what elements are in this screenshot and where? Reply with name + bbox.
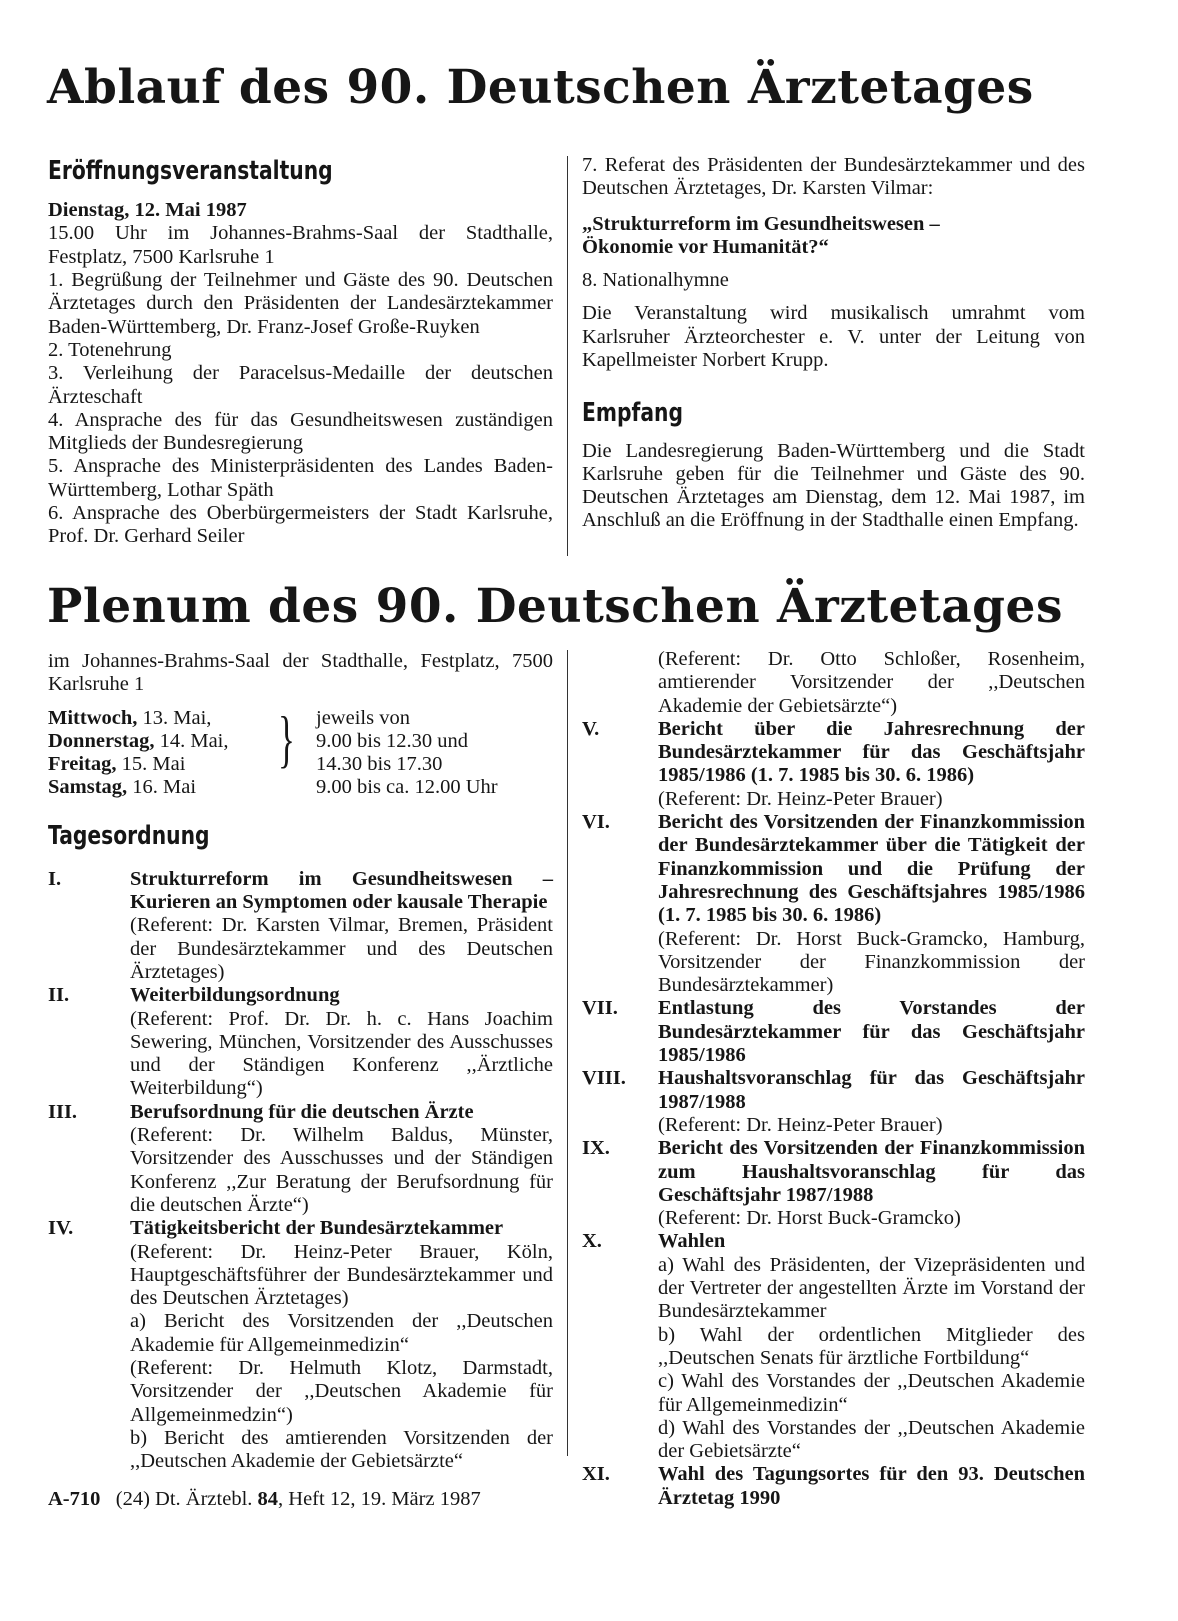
list-item: [582, 1067, 1085, 1137]
eroeffnung-section: [48, 156, 553, 549]
citation-pre: (24) Dt. Ärztebl.: [115, 1488, 258, 1510]
item-title: Bericht des Vorsitzenden der Finanzkommission zum Haushaltsvoranschlag für das Geschäftsjahr 1987/1988: [658, 1137, 1085, 1206]
sub-item-ref: (Referent: Dr. Otto Schloßer, Rosenheim, amtierender Vorsitzender der ,,Deutschen Akademie der Gebietsärzte“): [658, 648, 1085, 717]
schedule-time: 9.00 bis 12.30 und: [316, 729, 469, 752]
item-number: IV.: [48, 1217, 74, 1240]
list-item: [582, 1137, 1085, 1230]
item-ref: (Referent: Dr. Wilhelm Baldus, Münster, Vorsitzender des Ausschusses und der Ständigen Konferenz ,,Zur Beratung der Berufsordnung für die deutschen Ärzte“): [130, 1124, 553, 1216]
item-title: Bericht des Vorsitzenden der Finanzkommission der Bundesärztekammer über die Tätigkeit der Finanzkommission und die Prüfung der Jahresrechnung des Geschäftsjahres 1985/1986 (1. 7. 1985 bis 30. 6. 1986): [658, 811, 1085, 927]
item-title: Entlastung des Vorstandes der Bundesärztekammer für das Geschäftsjahr 1985/1986: [658, 997, 1085, 1067]
schedule-time: 9.00 bis ca. 12.00 Uhr: [316, 776, 498, 799]
schedule-day: Samstag,: [48, 776, 128, 799]
item-title: Strukturreform im Gesundheitswesen – Kurieren an Symptomen oder kausale Therapie: [130, 867, 553, 914]
sub-item: c) Wahl des Vorstandes der ,,Deutschen Akademie für Allgemeinmedizin“: [658, 1370, 1085, 1416]
item-title: Wahl des Tagungsortes für den 93. Deutschen Ärztetag 1990: [658, 1463, 1085, 1509]
empfang-text: Die Landesregierung Baden-Württemberg und die Stadt Karlsruhe geben für die Teilnehmer und Gäste des 90. Deutschen Ärztetages am Dienstag, dem 12. Mai 1987, im Anschluß an die Eröffnung in der Stadthalle einen Empfang.: [582, 439, 1085, 532]
list-item: [48, 1101, 553, 1217]
list-item: 6. Ansprache des Oberbürgermeisters der Stadt Karlsruhe, Prof. Dr. Gerhard Seiler: [48, 502, 553, 548]
item7-title-line1: „Strukturreform im Gesundheitswesen –: [582, 212, 940, 235]
item-number: VIII.: [582, 1067, 626, 1090]
item-title: Wahlen: [658, 1230, 726, 1253]
list-item: [582, 811, 1085, 997]
sub-item: a) Bericht des Vorsitzenden der ,,Deutschen Akademie für Allgemeinmedizin“: [130, 1310, 553, 1356]
citation-post: , Heft 12, 19. März 1987: [278, 1488, 481, 1510]
list-item: 3. Verleihung der Paracelsus-Medaille der deutschen Ärzteschaft: [48, 362, 553, 408]
plenum-title: Plenum des 90. Deutschen Ärztetages: [47, 579, 1063, 634]
eroeffnung-section-cont: [582, 154, 1085, 533]
eroeffnung-heading: Eröffnungsveranstaltung: [48, 156, 333, 186]
item-number: XI.: [582, 1463, 610, 1486]
item-number: II.: [48, 984, 70, 1007]
eroeffnung-place: 15.00 Uhr im Johannes-Brahms-Saal der Stadthalle, Festplatz, 7500 Karlsruhe 1: [48, 222, 553, 268]
item-ref: (Referent: Dr. Heinz-Peter Brauer): [658, 787, 943, 810]
item-title: Tätigkeitsbericht der Bundesärztekammer: [130, 1217, 504, 1240]
schedule-date: 15. Mai: [116, 753, 186, 776]
schedule-time: 14.30 bis 17.30: [316, 753, 443, 776]
tagesordnung-cont: [582, 648, 1085, 1510]
list-item: 8. Nationalhymne: [582, 269, 729, 292]
list-item: 2. Totenehrung: [48, 338, 172, 361]
item-title: Haushaltsvoranschlag für das Geschäftsjahr 1987/1988: [658, 1067, 1085, 1113]
tagesordnung-heading: Tagesordnung: [48, 820, 210, 851]
column-divider: [567, 156, 568, 556]
list-item: 4. Ansprache des für das Gesundheitswesen zuständigen Mitglieds der Bundesregierung: [48, 408, 553, 455]
item-number: VII.: [582, 997, 618, 1020]
schedule-day: Freitag,: [48, 753, 117, 776]
item-ref: (Referent: Dr. Heinz-Peter Brauer): [658, 1113, 943, 1136]
item7-title-line2: Ökonomie vor Humanität?“: [582, 235, 829, 258]
schedule-date: 14. Mai,: [154, 729, 229, 752]
list-item: [48, 1217, 553, 1473]
page-footer: [48, 1488, 481, 1511]
list-item: [582, 1463, 1085, 1510]
item-title: Weiterbildungsordnung: [130, 984, 340, 1007]
empfang-heading: Empfang: [582, 398, 683, 429]
sub-item-ref: (Referent: Dr. Helmuth Klotz, Darmstadt, Vorsitzender der ,,Deutschen Akademie für Allgemeinmedzin“): [130, 1357, 553, 1426]
item-ref: (Referent: Dr. Karsten Vilmar, Bremen, Präsident der Bundesärztekammer und des Deutschen Ärztetages): [130, 914, 553, 983]
item-number: VI.: [582, 811, 610, 834]
item-number: III.: [48, 1100, 78, 1123]
schedule-time: jeweils von: [316, 706, 410, 729]
sub-item: d) Wahl des Vorstandes der ,,Deutschen Akademie der Gebietsärzte“: [658, 1416, 1085, 1463]
list-item: [48, 984, 553, 1100]
schedule-brace: }: [278, 702, 295, 774]
tagesordnung-list: [48, 868, 553, 1474]
plenum-place: im Johannes-Brahms-Saal der Stadthalle, Festplatz, 7500 Karlsruhe 1: [48, 650, 553, 696]
eroeffnung-date: Dienstag, 12. Mai 1987: [48, 199, 247, 222]
column-divider: [567, 650, 568, 1456]
sub-item: a) Wahl des Präsidenten, der Vizepräsidenten und der Vertreter der angestellten Ärzte im Vorstand der Bundesärztekammer: [658, 1253, 1085, 1323]
citation-volume: 84: [257, 1488, 279, 1510]
item-title: Bericht über die Jahresrechnung der Bundesärztekammer für das Geschäftsjahr 1985/1986 (1. 7. 1985 bis 30. 6. 1986): [658, 717, 1085, 787]
sub-item: b) Bericht des amtierenden Vorsitzenden der ,,Deutschen Akademie der Gebietsärzte“: [130, 1426, 553, 1473]
item-ref: (Referent: Dr. Horst Buck-Gramcko, Hamburg, Vorsitzender der Finanzkommission der Bundesärztekammer): [658, 927, 1085, 997]
list-item: [582, 997, 1085, 1067]
item-ref: (Referent: Dr. Horst Buck-Gramcko): [658, 1207, 961, 1230]
schedule-day: Donnerstag,: [48, 729, 155, 752]
item-number: V.: [582, 717, 600, 740]
schedule-date: 16. Mai: [127, 776, 197, 799]
page-number: A-710: [48, 1488, 101, 1510]
page-title: Ablauf des 90. Deutschen Ärztetages: [47, 60, 1034, 115]
schedule-day: Mittwoch,: [48, 706, 138, 729]
list-item: [582, 718, 1085, 811]
list-item: [48, 868, 553, 984]
sub-item: b) Wahl der ordentlichen Mitglieder des ,,Deutschen Senats für ärztliche Fortbildung“: [658, 1323, 1085, 1369]
item-number: I.: [48, 867, 62, 890]
item-ref: (Referent: Dr. Heinz-Peter Brauer, Köln, Hauptgeschäftsführer der Bundesärztekammer und des Deutschen Ärztetages): [130, 1240, 553, 1310]
item-title: Berufsordnung für die deutschen Ärzte: [130, 1100, 474, 1123]
list-item: 5. Ansprache des Ministerpräsidenten des Landes Baden-Württemberg, Lothar Späth: [48, 455, 553, 501]
list-item: 1. Begrüßung der Teilnehmer und Gäste des 90. Deutschen Ärztetages durch den Präsidenten der Landesärztekammer Baden-Württemberg, Dr. Franz-Josef Große-Ruyken: [48, 269, 553, 338]
plenum-schedule: [48, 702, 553, 801]
plenum-section: [48, 650, 553, 1474]
item-number: X.: [582, 1230, 602, 1253]
item-number: IX.: [582, 1137, 610, 1160]
music-note: Die Veranstaltung wird musikalisch umrahmt vom Karlsruher Ärzteorchester e. V. unter der Leitung von Kapellmeister Norbert Krupp.: [582, 302, 1085, 372]
list-item: 7. Referat des Präsidenten der Bundesärztekammer und des Deutschen Ärztetages, Dr. Karsten Vilmar:: [582, 154, 1085, 200]
item-ref: (Referent: Prof. Dr. Dr. h. c. Hans Joachim Sewering, München, Vorsitzender des Ausschusses und der Ständigen Konferenz ,,Ärztliche Weiterbildung“): [130, 1007, 553, 1100]
schedule-date: 13. Mai,: [137, 706, 212, 729]
list-item: [582, 1230, 1085, 1253]
